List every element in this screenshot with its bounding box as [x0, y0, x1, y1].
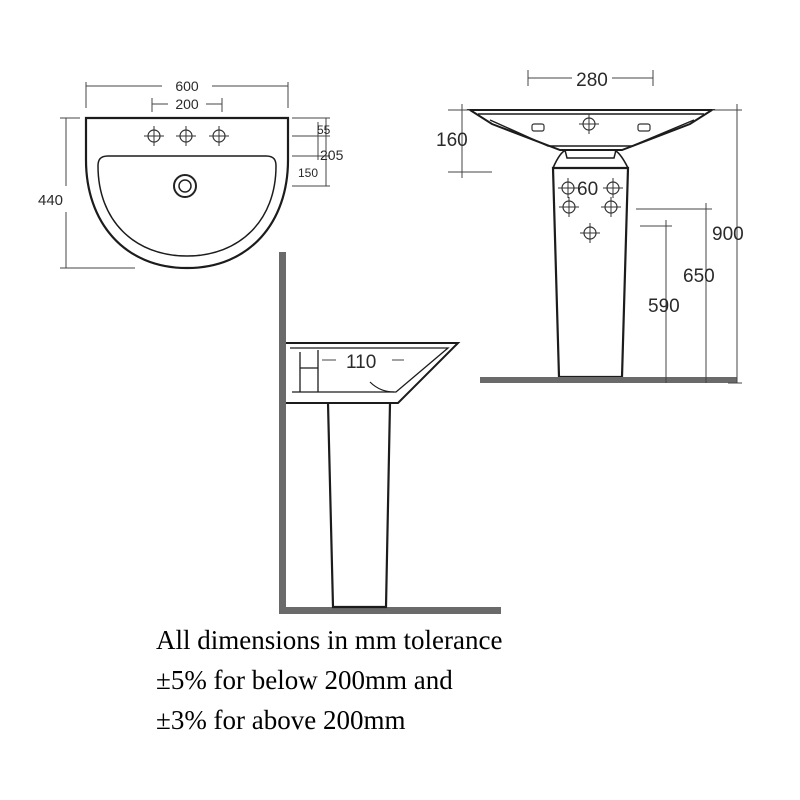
- dim-overall-height: 900: [712, 224, 744, 245]
- waste-icon: [174, 175, 196, 197]
- side-floor: [279, 607, 501, 614]
- tolerance-note-line-2: ±5% for below 200mm and: [156, 665, 453, 695]
- side-pedestal: [328, 403, 390, 607]
- dim-tap-spacing: 200: [175, 96, 199, 112]
- tap-hole-icon: [209, 126, 229, 146]
- dim-projection: 110: [346, 352, 377, 373]
- dim-waste-offset: 150: [298, 166, 319, 180]
- front-floor: [480, 377, 737, 383]
- dim-depth: 440: [38, 192, 64, 209]
- tap-hole-icon: [176, 126, 196, 146]
- dim-pedestal-width: 280: [576, 70, 608, 91]
- front-view: [436, 70, 744, 383]
- basin-outline: [86, 118, 288, 268]
- top-view: [38, 78, 344, 268]
- tolerance-note-line-1: All dimensions in mm tolerance: [156, 625, 503, 655]
- dim-rim-height: 650: [683, 266, 715, 287]
- dim-fixing-height: 590: [648, 296, 680, 317]
- bowl-outline: [98, 156, 276, 256]
- dim-width: 600: [175, 78, 199, 94]
- side-view: [279, 252, 501, 614]
- dim-tap-offset: 55: [317, 123, 331, 137]
- dim-bowl-offset: 205: [320, 147, 344, 163]
- tolerance-note-line-3: ±3% for above 200mm: [156, 705, 406, 735]
- dim-waste-width: 60: [577, 179, 599, 200]
- side-wall: [279, 252, 286, 614]
- dim-bowl-height: 160: [436, 130, 468, 151]
- tap-hole-icon: [144, 126, 164, 146]
